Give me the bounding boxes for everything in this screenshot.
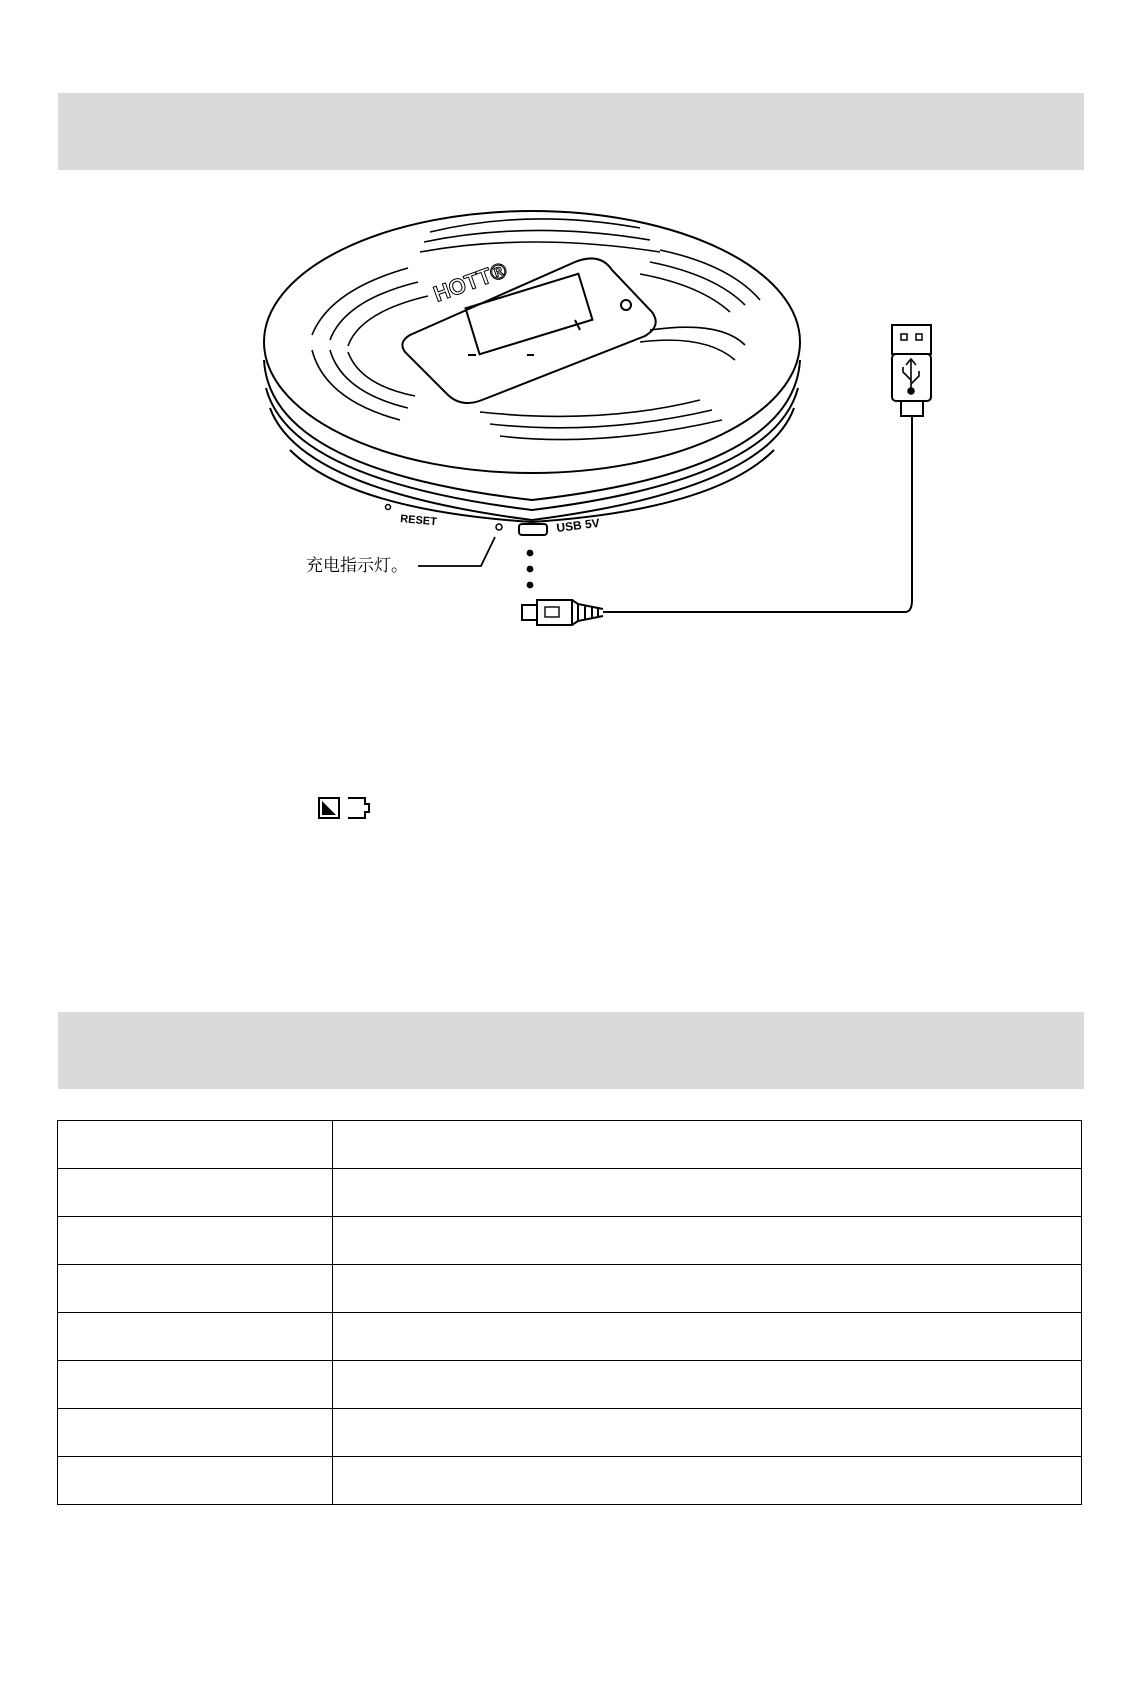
micro-usb-plug bbox=[522, 600, 905, 625]
usb-cable bbox=[905, 416, 912, 612]
table-row bbox=[58, 1169, 1082, 1217]
connection-dots bbox=[527, 550, 534, 589]
table-cell bbox=[58, 1217, 333, 1265]
cd-player-charging-illustration bbox=[0, 0, 1142, 700]
callout-leader-line bbox=[418, 537, 495, 566]
charging-indicator-label: 充电指示灯 bbox=[306, 556, 391, 576]
charging-indicator-callout: 充电指示灯。 bbox=[306, 556, 408, 576]
usb-port-label: USB 5V bbox=[555, 515, 601, 535]
table-cell bbox=[58, 1361, 333, 1409]
charging-indicator-light bbox=[496, 524, 502, 530]
table-cell bbox=[333, 1169, 1082, 1217]
usb-port bbox=[519, 524, 547, 535]
spec-table-body bbox=[58, 1121, 1082, 1505]
table-cell bbox=[58, 1313, 333, 1361]
table-cell bbox=[58, 1457, 333, 1505]
table-cell bbox=[333, 1313, 1082, 1361]
usb-symbol-icon bbox=[903, 359, 919, 394]
table-row bbox=[58, 1121, 1082, 1169]
table-cell bbox=[58, 1121, 333, 1169]
table-row bbox=[58, 1361, 1082, 1409]
table-cell bbox=[333, 1361, 1082, 1409]
table-row bbox=[58, 1217, 1082, 1265]
cd-player-body bbox=[264, 211, 800, 522]
reset-hole bbox=[386, 505, 391, 510]
section-header-2 bbox=[58, 1012, 1084, 1089]
spec-table bbox=[57, 1120, 1082, 1505]
table-row bbox=[58, 1409, 1082, 1457]
table-row bbox=[58, 1313, 1082, 1361]
table-cell bbox=[333, 1265, 1082, 1313]
table-row bbox=[58, 1457, 1082, 1505]
table-cell bbox=[58, 1169, 333, 1217]
table-cell bbox=[58, 1409, 333, 1457]
table-cell bbox=[333, 1121, 1082, 1169]
battery-low-icon bbox=[318, 797, 372, 819]
brand-logo: HOTT® bbox=[430, 257, 511, 307]
table-cell bbox=[333, 1217, 1082, 1265]
table-cell bbox=[58, 1265, 333, 1313]
table-cell bbox=[333, 1409, 1082, 1457]
speaker-grille bbox=[312, 219, 760, 440]
table-cell bbox=[333, 1457, 1082, 1505]
table-row bbox=[58, 1265, 1082, 1313]
reset-label: RESET bbox=[399, 513, 438, 529]
